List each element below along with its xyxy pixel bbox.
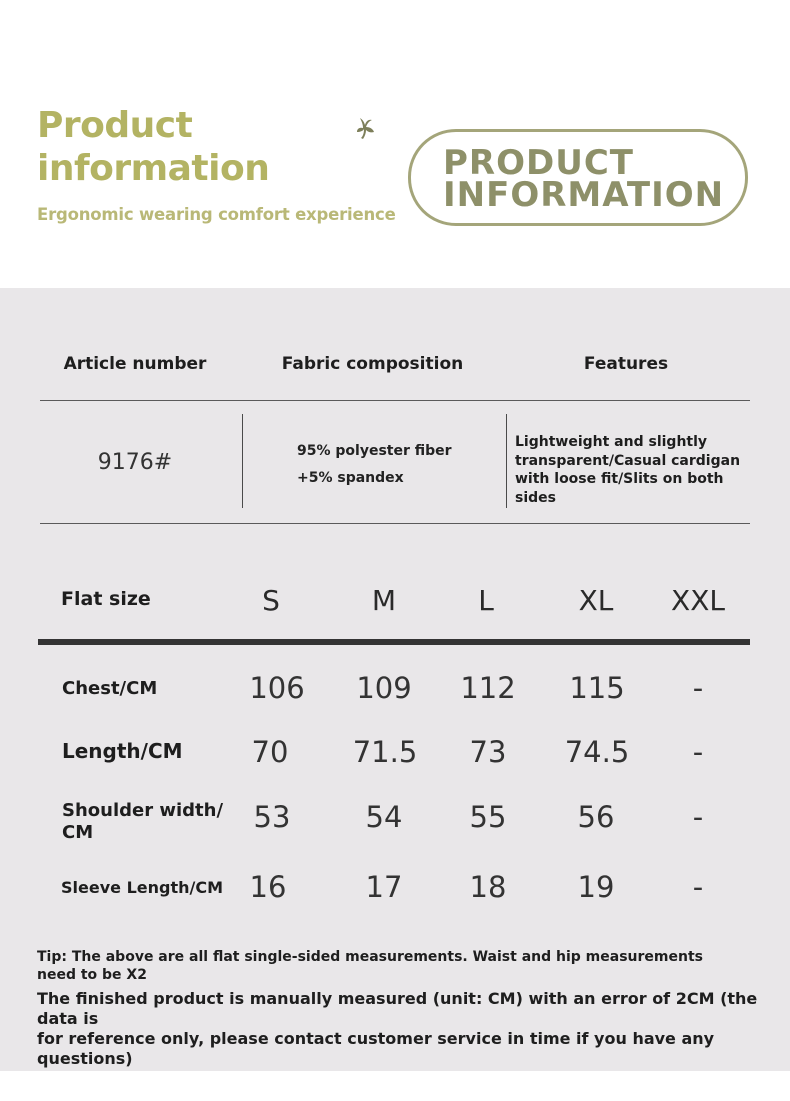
measurement-tip (37, 948, 757, 984)
table-cell: 55 (469, 800, 507, 834)
table-cell: 112 (460, 671, 516, 705)
row-label-shoulder (62, 800, 223, 844)
table-cell: 53 (253, 800, 291, 834)
features-line: with loose fit/Slits on both sides (515, 471, 724, 506)
table-cell: 70 (251, 735, 289, 769)
table-cell: - (692, 671, 704, 705)
fabric-composition-header: Fabric composition (281, 354, 464, 374)
table-cell: 56 (577, 800, 615, 834)
table-cell: 54 (365, 800, 403, 834)
row-label-chest: Chest/CM (62, 678, 158, 699)
measurement-disclaimer (37, 989, 767, 1069)
table-cell: 17 (365, 870, 403, 904)
row-label-length: Length/CM (62, 739, 183, 763)
table-cell: 19 (577, 870, 615, 904)
header-section (0, 0, 790, 288)
article-number-header: Article number (63, 354, 207, 374)
size-header-m: M (371, 584, 397, 617)
flat-size-label: Flat size (61, 588, 151, 610)
features-line: transparent/Casual cardigan (515, 452, 741, 469)
size-header-s: S (262, 584, 280, 617)
badge-line-2: INFORMATION (443, 175, 725, 215)
tip-line: need to be X2 (37, 967, 147, 983)
page-subtitle: Ergonomic wearing comfort experience (37, 205, 396, 224)
features-line: Lightweight and slightly (515, 434, 708, 450)
table-cell: 71.5 (352, 735, 418, 769)
leaf-icon (354, 116, 376, 140)
row-label-line: CM (62, 822, 94, 843)
divider (242, 414, 243, 508)
table-header-divider (38, 639, 750, 645)
table-cell: 74.5 (564, 735, 630, 769)
size-header-xl: XL (578, 584, 614, 617)
table-cell: - (692, 735, 704, 769)
table-cell: 109 (356, 671, 412, 705)
table-cell: - (692, 870, 704, 904)
page-title-line-1: Product (37, 105, 193, 146)
size-header-xxl: XXL (671, 584, 725, 617)
fabric-line: 95% polyester fiber (297, 443, 452, 459)
tip-line: Tip: The above are all flat single-sided measurements. Waist and hip measurements (37, 949, 703, 965)
badge-line-1: PRODUCT (443, 143, 634, 183)
table-cell: - (692, 800, 704, 834)
product-information-badge (408, 129, 748, 226)
divider (40, 400, 750, 401)
features-header: Features (583, 354, 669, 374)
table-cell: 106 (249, 671, 305, 705)
details-panel (0, 288, 790, 1071)
divider (506, 414, 507, 508)
fabric-composition-value (297, 438, 452, 492)
row-label-line: Shoulder width/ (62, 800, 224, 821)
table-cell: 73 (469, 735, 507, 769)
fabric-line: +5% spandex (297, 470, 404, 486)
disclaimer-line: for reference only, please contact customer service in time if you have any questions) (37, 1029, 715, 1068)
page-title-line-2: information (37, 148, 270, 189)
article-number-value: 9176# (97, 450, 173, 475)
size-header-l: L (478, 584, 494, 617)
table-cell: 115 (569, 671, 625, 705)
features-value (515, 433, 765, 507)
divider (40, 523, 750, 524)
table-cell: 18 (469, 870, 507, 904)
row-label-sleeve: Sleeve Length/CM (61, 878, 223, 897)
table-cell: 16 (249, 870, 287, 904)
disclaimer-line: The finished product is manually measured (unit: CM) with an error of 2CM (the data is (37, 989, 758, 1028)
